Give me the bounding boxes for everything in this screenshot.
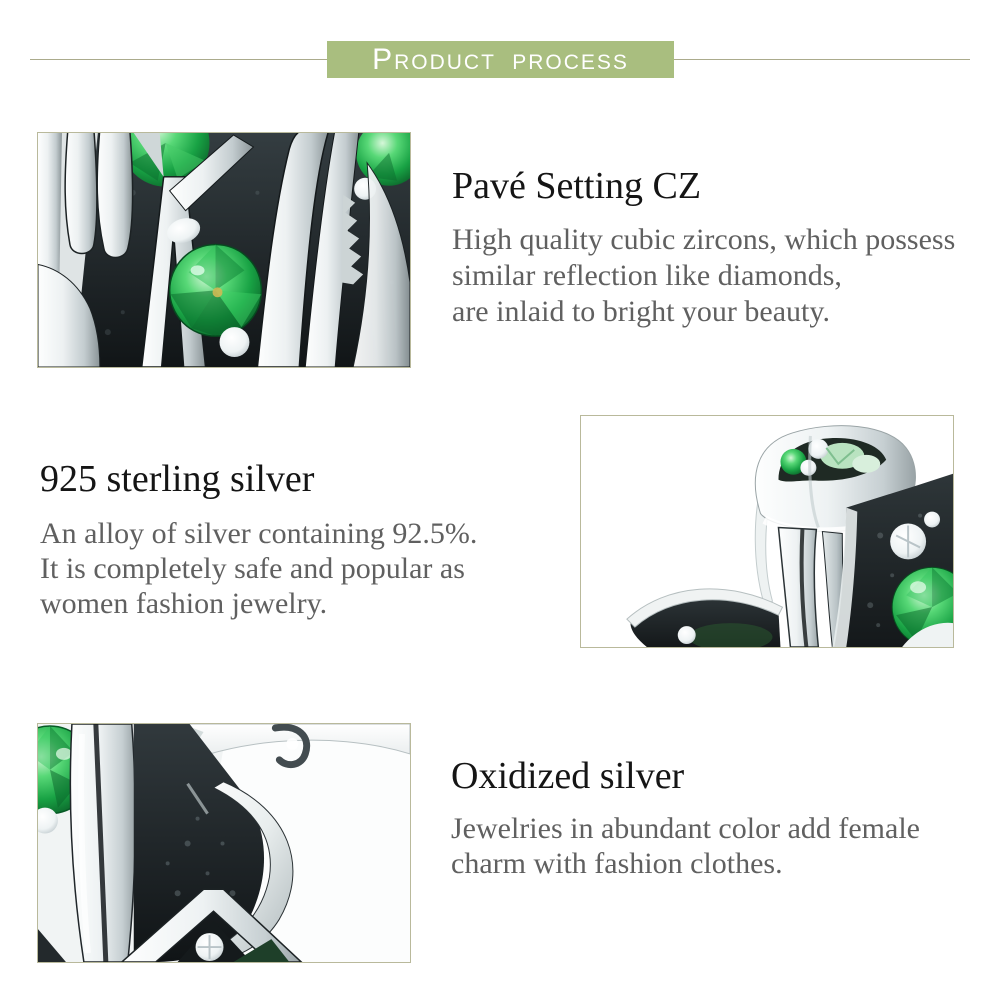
pave-setting-illustration — [38, 133, 410, 367]
section-banner — [327, 41, 674, 78]
product-photo-oxidized-silver — [37, 723, 411, 963]
banner-title: Product process — [372, 42, 629, 76]
body-line: High quality cubic zircons, which possess — [452, 223, 956, 256]
section-body-925-sterling-silver — [40, 516, 477, 621]
section-heading-925-sterling-silver: 925 sterling silver — [40, 458, 315, 500]
oxidized-silver-illustration — [38, 724, 410, 962]
body-line: Jewelries in abundant color add female — [451, 812, 920, 845]
product-photo-pave-setting — [37, 132, 411, 368]
silver-band-left — [70, 724, 135, 962]
body-line: women fashion jewelry. — [40, 587, 328, 620]
body-line: charm with fashion clothes. — [451, 847, 783, 880]
section-body-pave-setting-cz — [452, 222, 955, 330]
section-body-oxidized-silver — [451, 811, 920, 881]
body-line: similar reflection like diamonds, — [452, 259, 842, 292]
section-heading-pave-setting-cz: Pavé Setting CZ — [452, 165, 702, 207]
green-cz-stone — [170, 245, 262, 337]
section-heading-oxidized-silver: Oxidized silver — [451, 755, 685, 797]
white-cz-stone — [220, 327, 250, 357]
body-line: It is completely safe and popular as — [40, 552, 465, 585]
sterling-silver-illustration — [581, 416, 953, 647]
product-photo-sterling-silver — [580, 415, 954, 648]
body-line: are inlaid to bright your beauty. — [452, 295, 830, 328]
body-line: An alloy of silver containing 92.5%. — [40, 517, 478, 550]
